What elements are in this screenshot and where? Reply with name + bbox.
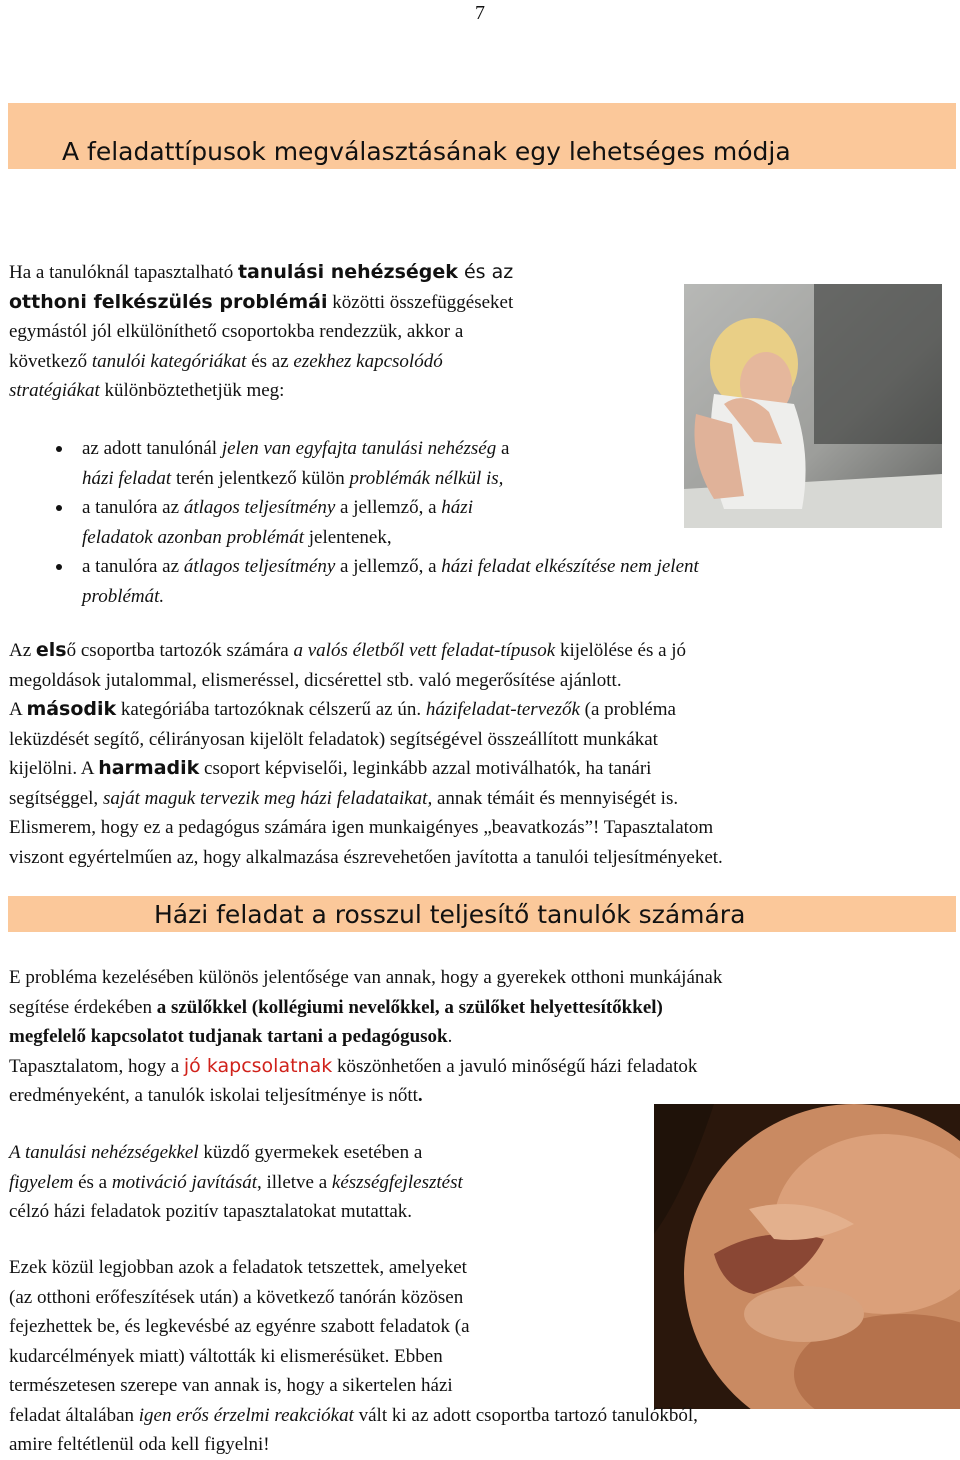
text-run: (a probléma [579, 699, 676, 720]
text-run: a szülőkkel (kollégiumi nevelőkkel, a szülőket helyettesítőkkel) [156, 996, 663, 1018]
difficulty-paragraph [9, 1138, 629, 1227]
text-run: problémák nélkül is, [349, 467, 504, 489]
results-text-wide [9, 1405, 698, 1456]
text-run: a tanulóra az [82, 556, 184, 577]
text-run: az adott tanulónál [82, 438, 222, 459]
text-run: figyelem [9, 1171, 74, 1193]
text-run: tanulási nehézségek [237, 261, 458, 283]
results-text-narrow [9, 1253, 629, 1401]
text-run: . [417, 1085, 423, 1106]
text-run: segítése érdekében [9, 996, 157, 1018]
text-run: jelen van egyfajta tanulási nehézség [221, 438, 497, 459]
parents-paragraph [9, 963, 959, 1111]
text-run: a valós életből vett feladat-típusok [293, 640, 556, 661]
category-list [82, 434, 922, 611]
text-run: átlagos teljesítmény [183, 497, 336, 518]
text-run: saját maguk tervezik meg házi feladataikat, [102, 787, 433, 809]
text-run: kijelölése és a jó [555, 640, 687, 661]
text-run: otthoni felkészülés problémái [9, 290, 328, 313]
text-run: harmadik [98, 757, 200, 779]
text-run: jelentenek, [304, 526, 392, 548]
text-run: Elismerem, hogy ez a pedagógus számára igen munkaigényes „beavatkozás”! Tapasztalatom [9, 817, 714, 838]
text-run: Ezek közül legjobban azok a feladatok tetszettek, amelyeket [9, 1257, 467, 1278]
text-run: els [35, 639, 67, 661]
text-run: a jellemző, a [335, 556, 442, 577]
text-run: megoldások jutalommal, elismeréssel, dicsérettel stb. való megerősítése ajánlott. [9, 669, 622, 691]
text-run: házifeladat-tervezők [425, 699, 580, 720]
text-run: eredményeként, a tanulók iskolai teljesítménye is nőtt [9, 1085, 418, 1106]
text-run: . [447, 1026, 453, 1047]
section-title: A feladattípusok megválasztásának egy lehetséges módja [62, 137, 791, 166]
text-run: stratégiákat [9, 380, 100, 401]
text-run: jó kapcsolatnak [183, 1054, 333, 1077]
text-run: kategóriába tartozóknak célszerű az ún. [116, 699, 426, 720]
text-run: célzó házi feladatok pozitív tapasztalatokat mutattak. [9, 1201, 413, 1222]
text-run: feladatok azonban problémát [82, 526, 304, 548]
text-run: fejezhettek be, és legkevésbé az egyénre szabott feladatok (a [9, 1316, 470, 1337]
text-run: A tanulási nehézségekkel [9, 1142, 199, 1163]
text-run: házi feladat [82, 467, 172, 489]
section-title: Házi feladat a rosszul teljesítő tanulók számára [154, 900, 746, 929]
page-number: 7 [475, 2, 485, 24]
text-run: készségfejlesztést [331, 1171, 463, 1193]
text-run: motiváció javítását [111, 1171, 257, 1193]
text-run: a [496, 438, 510, 459]
strategy-paragraph [9, 636, 954, 872]
text-run: A [9, 699, 27, 720]
text-run: kijelölni. A [9, 758, 99, 779]
text-run: feladat általában [9, 1404, 139, 1426]
text-run: következő [9, 350, 92, 372]
text-run: csoport képviselői, leginkább azzal motiválhatók, ha tanári [199, 758, 652, 779]
text-run: ezekhez kapcsolódó [293, 350, 443, 372]
text-run: és az [457, 261, 514, 283]
text-run: köszönhetően a javuló minőségű házi feladatok [332, 1055, 698, 1077]
text-run: Ha a tanulóknál tapasztalható [9, 262, 238, 283]
text-run: és az [246, 350, 294, 372]
text-run: terén jelentkező külön [171, 467, 350, 489]
text-run: problémát. [82, 585, 165, 607]
list-item [82, 552, 922, 611]
text-run: különböztethetjük meg: [99, 380, 285, 401]
text-run: természetesen szerepe van annak is, hogy a sikertelen házi [9, 1375, 453, 1396]
text-run: kudarcélmények miatt) váltották ki elismerésüket. Ebben [9, 1345, 443, 1367]
text-run: Az [9, 640, 36, 661]
text-run: igen erős érzelmi reakciókat [138, 1404, 354, 1426]
text-run: egymástól jól elkülöníthető csoportokba rendezzük, akkor a [9, 321, 464, 342]
list-item [82, 493, 922, 552]
text-run: átlagos teljesítmény [183, 556, 336, 577]
text-run: és a [73, 1171, 112, 1193]
text-run: viszont egyértelműen az, hogy alkalmazása észrevehetően javította a tanulói teljesítményeket. [9, 846, 723, 868]
text-run: (az otthoni erőfeszítések után) a következő tanórán közösen [9, 1286, 464, 1308]
text-run: E probléma kezelésében különös jelentősége van annak, hogy a gyerekek otthoni munkájának [9, 967, 723, 988]
text-run: amire feltétlenül oda kell figyelni! [9, 1434, 270, 1455]
text-run: ő csoportba tartozók számára [66, 640, 294, 661]
text-run: segítséggel, [9, 787, 103, 809]
text-run: tanulói kategóriákat [91, 350, 247, 372]
text-run: házi feladat elkészítése nem jelent [441, 556, 699, 577]
text-run: a tanulóra az [82, 497, 184, 518]
list-item [82, 434, 922, 493]
text-run: közötti összefüggéseket [327, 291, 514, 313]
text-run: , illetve a [257, 1171, 332, 1193]
text-run: második [26, 698, 117, 720]
text-run: leküzdését segítő, célirányosan kijelölt feladatok) segítségével összeállított munkákat [9, 728, 658, 750]
text-run: annak témáit és mennyiségét is. [432, 787, 679, 809]
results-paragraph [9, 1253, 954, 1460]
text-run: vált ki az adott csoportba tartozó tanulókból, [353, 1404, 698, 1426]
text-run: megfelelő kapcsolatot tudjanak tartani a pedagógusok [9, 1026, 448, 1047]
text-run: a jellemző, a [335, 497, 442, 518]
intro-paragraph [9, 258, 629, 406]
text-run: házi [441, 497, 473, 518]
text-run: küzdő gyermekek esetében a [198, 1142, 423, 1163]
text-run: Tapasztalatom, hogy a [9, 1055, 184, 1077]
